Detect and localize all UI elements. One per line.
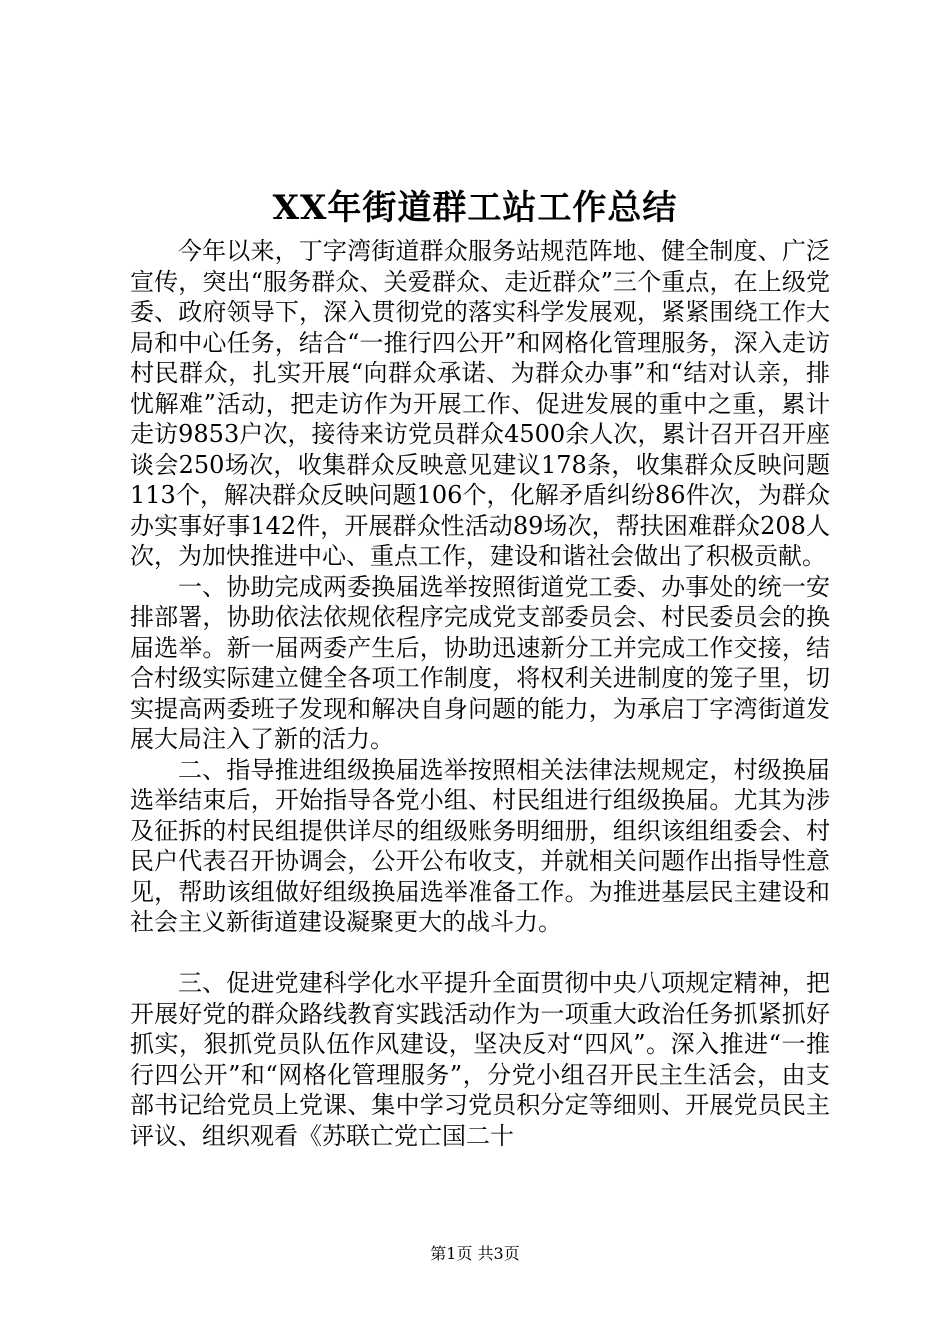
paragraph-gap <box>130 938 830 969</box>
paragraph-intro: 今年以来，丁字湾街道群众服务站规范阵地、健全制度、广泛宣传，突出“服务群众、关爱群众、走近群众”三个重点，在上级党委、政府领导下，深入贯彻党的落实科学发展观，紧紧围绕工作大局和中心任务，结合“一推行四公开”和网格化管理服务，深入走访村民群众，扎实开展“向群众承诺、为群众办事”和“结对认亲，排忧解难”活动，把走访作为开展工作、促进发展的重中之重，累计走访9853户次，接待来访党员群众4500余人次，累计召开召开座谈会250场次，收集群众反映意见建议178条，收集群众反映问题113个，解决群众反映问题106个，化解矛盾纠纷86件次，为群众办实事好事142件，开展群众性活动89场次，帮扶困难群众208人次，为加快推进中心、重点工作，建设和谐社会做出了积极贡献。 <box>130 237 830 570</box>
page-number-footer: 第1页 共3页 <box>430 1244 520 1263</box>
document-body <box>130 236 830 1151</box>
paragraph-section-2: 二、指导推进组级换届选举按照相关法律法规规定，村级换届选举结束后，开始指导各党小组、村民组进行组级换届。尤其为涉及征拆的村民组提供详尽的组级账务明细册，组织该组组委会、村民户代表召开协调会，公开公布收支，并就相关问题作出指导性意见，帮助该组做好组级换届选举准备工作。为推进基层民主建设和社会主义新街道建设凝聚更大的战斗力。 <box>130 755 830 936</box>
paragraph-section-1: 一、协助完成两委换届选举按照街道党工委、办事处的统一安排部署，协助依法依规依程序完成党支部委员会、村民委员会的换届选举。新一届两委产生后，协助迅速新分工并完成工作交接，结合村级实际建立健全各项工作制度，将权利关进制度的笼子里，切实提高两委班子发现和解决自身问题的能力，为承启丁字湾街道发展大局注入了新的活力。 <box>130 572 830 753</box>
document-title: XX年街道群工站工作总结 <box>272 188 678 228</box>
paragraph-section-3: 三、促进党建科学化水平提升全面贯彻中央八项规定精神，把开展好党的群众路线教育实践活动作为一项重大政治任务抓紧抓好抓实，狠抓党员队伍作风建设，坚决反对“四风”。深入推进“一推行四公开”和“网格化管理服务”，分党小组召开民主生活会，由支部书记给党员上党课、集中学习党员积分定等细则、开展党员民主评议、组织观看《苏联亡党亡国二十 <box>130 969 830 1150</box>
